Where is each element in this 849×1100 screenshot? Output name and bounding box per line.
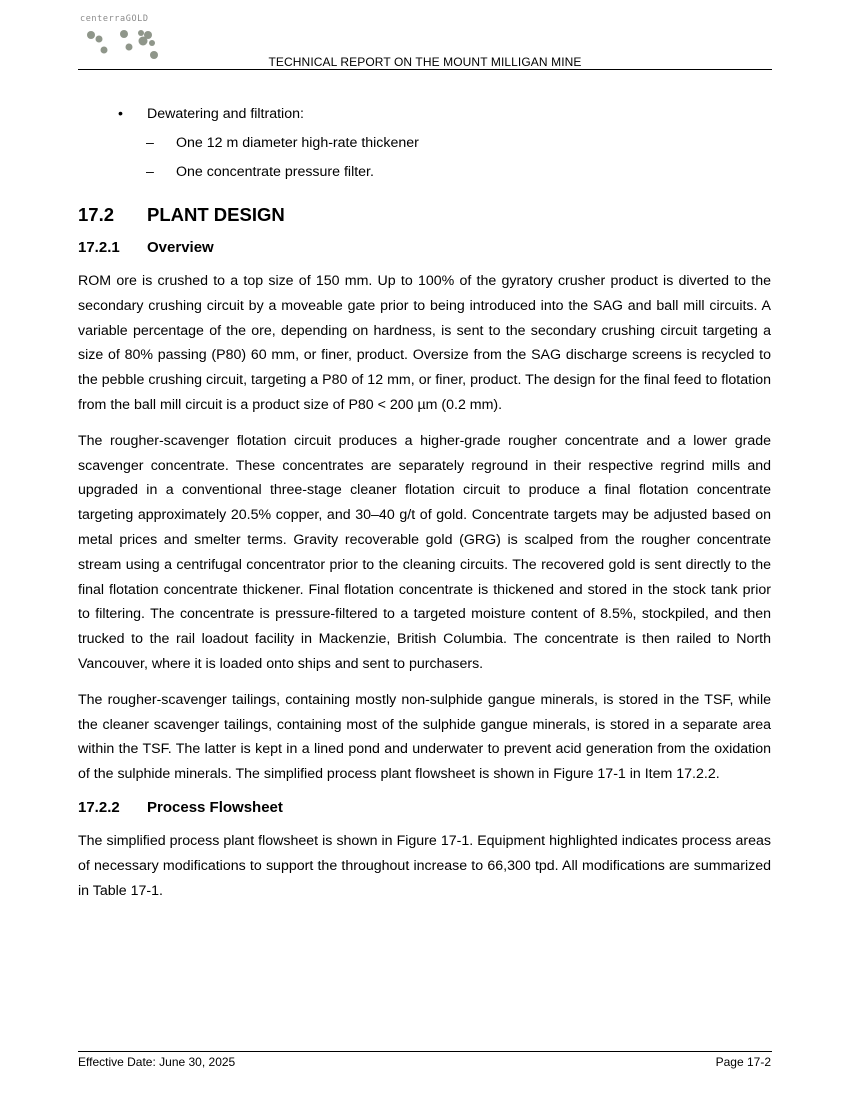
subsection-number: 17.2.1: [78, 239, 120, 256]
subsection-heading: [78, 798, 771, 818]
section-number: 17.2: [78, 204, 115, 225]
page-number: Page 17-2: [715, 1055, 771, 1069]
bullet-item: [78, 104, 771, 124]
report-title: TECHNICAL REPORT ON THE MOUNT MILLIGAN MINE: [268, 55, 582, 69]
body-paragraph: The rougher-scavenger tailings, containing mostly non-sulphide gangue minerals, is stored in the TSF, while the cleaner scavenger tailings, containing most of the sulphide gangue minerals, is stored in a separate area within the TSF. The latter is kept in a lined pond and underwater to prevent acid generation from the oxidation of the sulphide minerals. The simplified process plant flowsheet is shown in Figure 17-1 in Item 17.2.2.: [78, 691, 771, 783]
page-header: [78, 12, 772, 70]
subsection-number: 17.2.2: [78, 798, 120, 816]
bullet-text: Dewatering and filtration:: [147, 106, 304, 122]
body-paragraph: The rougher-scavenger flotation circuit produces a higher-grade rougher concentrate and a lower grade scavenger concentrate. These concentrates are separately reground in their respective regrind mills and upgraded in a conventional three-stage cleaner flotation circuit to produce a final flotation concentrate targeting approximately 20.5% copper, and 30–40 g/t of gold. Concentrate targets may be adjusted based on metal prices and smelter terms. Gravity recoverable gold (GRG) is scalped from the rougher concentrate stream using a centrifugal concentrator prior to the cleaning circuits. The recovered gold is sent directly to the final flotation concentrate thickener. Final flotation concentrate is thickened and stored in the stock tank prior to filtering. The concentrate is pressure-filtered to a targeted moisture content of 8.5%, stockpiled, and then trucked to the rail loadout facility in Mackenzie, British Columbia. The concentrate is then railed to North Vancouver, where it is loaded onto ships and sent to purchasers.: [78, 432, 771, 672]
page-content: [78, 100, 771, 903]
logo-wordmark: centerraGOLD: [80, 14, 149, 24]
dash-item: [78, 162, 771, 182]
dash-mark: –: [146, 164, 154, 180]
dash-text: One concentrate pressure filter.: [176, 164, 374, 180]
body-paragraph: ROM ore is crushed to a top size of 150 mm. Up to 100% of the gyratory crusher product is diverted to the secondary crushing circuit by a moveable gate prior to being introduced into the SAG and ball mill circuits. A variable percentage of the ore, depending on hardness, is sent to the secondary crushing circuit targeting a size of 80% passing (P80) 60 mm, or finer, product. Oversize from the SAG discharge screens is recycled to the pebble crushing circuit, targeting a P80 of 12 mm, or finer, product. The design for the final feed to flotation from the ball mill circuit is a product size of P80 < 200 µm (0.2 mm).: [78, 273, 771, 413]
section-heading: [78, 203, 771, 227]
subsection-heading: [78, 238, 771, 258]
dash-mark: –: [146, 135, 154, 151]
subsection-title: Overview: [147, 239, 214, 256]
header-divider: [78, 69, 772, 70]
section-title: PLANT DESIGN: [147, 204, 285, 225]
dash-item: [78, 133, 771, 153]
bullet-mark: •: [118, 106, 123, 122]
effective-date: Effective Date: June 30, 2025: [78, 1055, 236, 1069]
footer-divider: [78, 1051, 772, 1052]
body-paragraph: The simplified process plant flowsheet is shown in Figure 17-1. Equipment highlighted indicates process areas of necessary modifications to support the throughout increase to 66,300 tpd. All modifications are summarized in Table 17-1.: [78, 832, 771, 899]
dash-text: One 12 m diameter high-rate thickener: [176, 135, 419, 151]
subsection-title: Process Flowsheet: [147, 798, 283, 816]
